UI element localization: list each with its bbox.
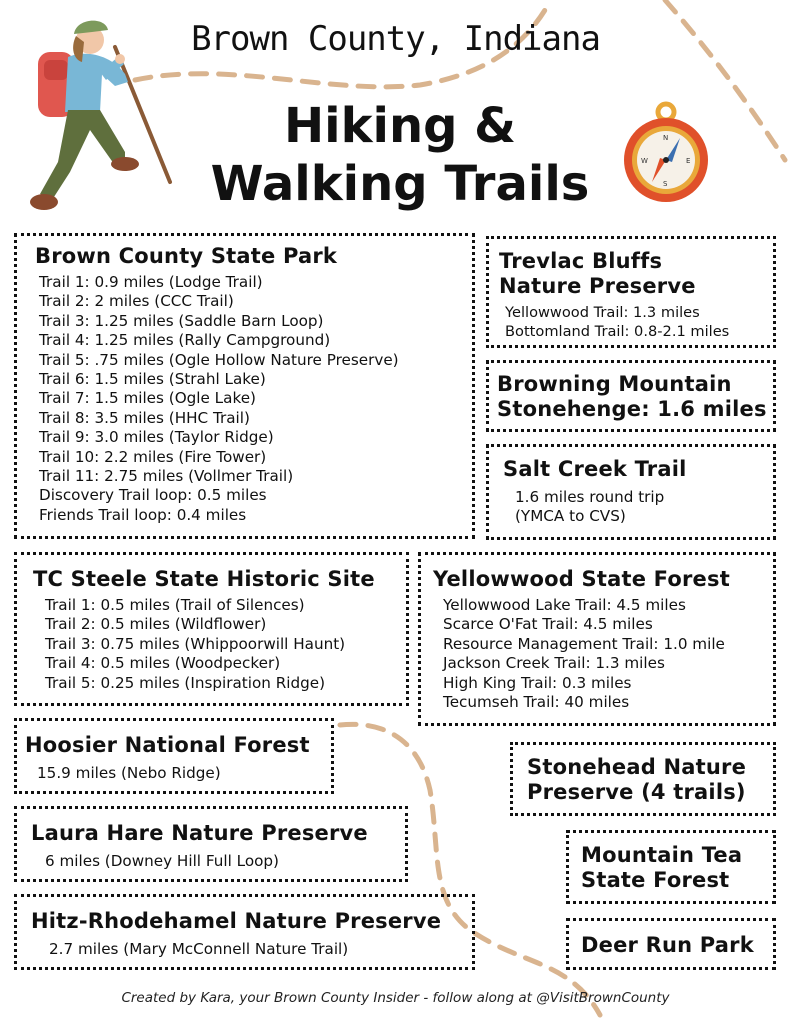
list-item: Trail 5: 0.25 miles (Inspiration Ridge) <box>45 673 326 692</box>
card-title: Brown County State Park <box>35 244 338 268</box>
footer-credit: Created by Kara, your Brown County Insider - follow along at @VisitBrownCounty <box>121 990 670 1006</box>
card-yellowwood-state-forest <box>418 552 776 726</box>
page-subtitle: Brown County, Indiana <box>191 19 600 59</box>
list-item: Trail 11: 2.75 miles (Vollmer Trail) <box>39 467 294 486</box>
list-item: Trail 7: 1.5 miles (Ogle Lake) <box>39 389 256 408</box>
list-item: 6 miles (Downey Hill Full Loop) <box>45 852 279 870</box>
list-item: Trail 3: 0.75 miles (Whippoorwill Haunt) <box>45 634 346 653</box>
card-title-line2: Stonehenge: 1.6 miles <box>497 397 767 421</box>
svg-text:W: W <box>641 157 648 165</box>
list-item: Resource Management Trail: 1.0 mile <box>443 634 725 653</box>
card-brown-county-state-park <box>14 233 475 539</box>
card-title: Deer Run Park <box>581 933 754 957</box>
trail-list <box>31 852 405 871</box>
trail-list <box>35 273 472 525</box>
list-item: Trail 4: 0.5 miles (Woodpecker) <box>45 654 281 673</box>
list-item: Trail 10: 2.2 miles (Fire Tower) <box>39 447 267 466</box>
list-item: (YMCA to CVS) <box>515 507 626 526</box>
page-title-line1: Hiking & <box>283 98 517 154</box>
list-item: 1.6 miles round trip <box>515 488 665 506</box>
trail-list <box>433 596 773 712</box>
card-trevlac-bluffs <box>486 236 776 348</box>
card-browning-mountain <box>486 360 776 432</box>
card-salt-creek-trail <box>486 444 776 540</box>
list-item: Trail 8: 3.5 miles (HHC Trail) <box>39 408 250 427</box>
list-item: Trail 1: 0.5 miles (Trail of Silences) <box>45 596 305 614</box>
svg-text:N: N <box>663 134 669 142</box>
list-item: Discovery Trail loop: 0.5 miles <box>39 486 267 505</box>
card-title: Hitz-Rhodehamel Nature Preserve <box>31 909 442 933</box>
list-item: Trail 2: 0.5 miles (Wildflower) <box>45 615 267 634</box>
list-item: Trail 2: 2 miles (CCC Trail) <box>39 292 234 311</box>
list-item: Trail 3: 1.25 miles (Saddle Barn Loop) <box>39 311 324 330</box>
list-item: 15.9 miles (Nebo Ridge) <box>37 764 221 782</box>
trail-list <box>503 488 773 527</box>
card-title: TC Steele State Historic Site <box>33 567 375 591</box>
card-title-line1: Mountain Tea <box>581 843 743 867</box>
svg-text:S: S <box>663 180 668 188</box>
card-title-line2: Nature Preserve <box>499 274 696 298</box>
list-item: High King Trail: 0.3 miles <box>443 673 632 692</box>
card-deer-run-park <box>566 918 776 970</box>
card-title: Salt Creek Trail <box>503 457 687 481</box>
list-item: 2.7 miles (Mary McConnell Nature Trail) <box>49 940 349 958</box>
card-title: Yellowwood State Forest <box>433 567 730 591</box>
trail-list <box>499 303 773 342</box>
card-hoosier-national-forest <box>14 718 334 794</box>
list-item: Trail 5: .75 miles (Ogle Hollow Nature Preserve) <box>39 350 399 369</box>
card-title: Hoosier National Forest <box>25 733 310 757</box>
card-laura-hare-nature-preserve <box>14 806 408 882</box>
card-title-line2: State Forest <box>581 868 730 892</box>
list-item: Trail 9: 3.0 miles (Taylor Ridge) <box>39 428 274 447</box>
list-item: Bottomland Trail: 0.8-2.1 miles <box>505 323 730 341</box>
card-hitz-rhodehamel-nature-preserve <box>14 894 475 970</box>
trail-list <box>31 940 472 959</box>
list-item: Jackson Creek Trail: 1.3 miles <box>443 654 665 673</box>
card-title-line2: Preserve (4 trails) <box>527 780 746 804</box>
page-title-line2: Walking Trails <box>210 156 590 212</box>
list-item: Trail 4: 1.25 miles (Rally Campground) <box>39 331 331 350</box>
list-item: Trail 6: 1.5 miles (Strahl Lake) <box>39 370 266 389</box>
list-item: Yellowwood Trail: 1.3 miles <box>505 304 700 321</box>
card-stonehead-nature-preserve <box>510 742 776 816</box>
card-mountain-tea-state-forest <box>566 830 776 904</box>
list-item: Yellowwood Lake Trail: 4.5 miles <box>443 596 686 614</box>
card-title-line1: Stonehead Nature <box>527 755 747 779</box>
card-title: Laura Hare Nature Preserve <box>31 821 368 845</box>
list-item: Scarce O'Fat Trail: 4.5 miles <box>443 615 653 634</box>
list-item: Friends Trail loop: 0.4 miles <box>39 505 247 524</box>
trail-list <box>25 764 331 783</box>
list-item: Tecumseh Trail: 40 miles <box>443 693 630 712</box>
card-title-line1: Browning Mountain <box>497 372 732 396</box>
list-item: Trail 1: 0.9 miles (Lodge Trail) <box>39 273 263 291</box>
card-tc-steele <box>14 552 409 706</box>
card-title-line1: Trevlac Bluffs <box>499 249 663 273</box>
trail-list <box>33 596 406 693</box>
svg-text:E: E <box>686 157 691 165</box>
